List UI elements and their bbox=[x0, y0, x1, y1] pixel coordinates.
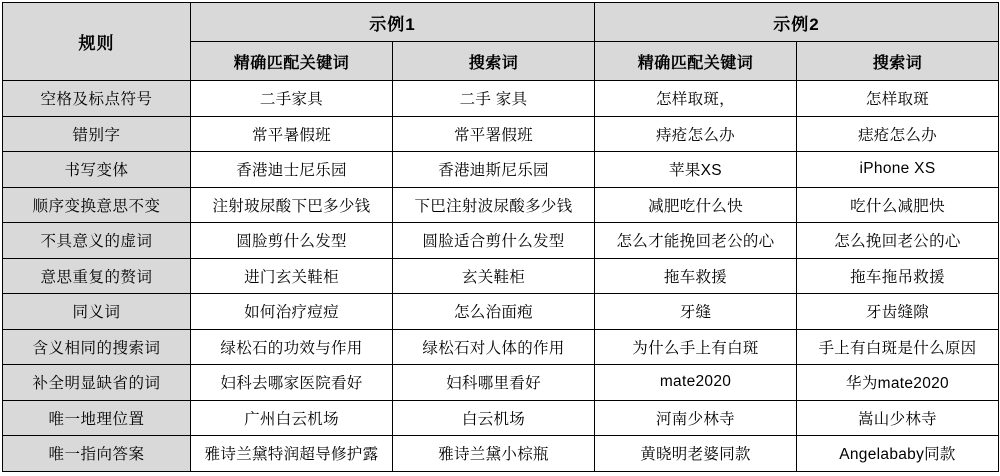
cell-example2-search: 吃什么减肥快 bbox=[797, 187, 999, 223]
cell-example2-exact: 河南少林寺 bbox=[595, 400, 797, 436]
table-row bbox=[3, 81, 999, 117]
rule-label: 唯一地理位置 bbox=[3, 400, 191, 436]
cell-example1-search: 雅诗兰黛小棕瓶 bbox=[393, 436, 595, 472]
cell-example2-exact: 为什么手上有白斑 bbox=[595, 329, 797, 365]
cell-example2-search: 嵩山少林寺 bbox=[797, 400, 999, 436]
header-group-example1: 示例1 bbox=[191, 3, 595, 42]
table-row bbox=[3, 187, 999, 223]
table-body bbox=[3, 81, 999, 472]
cell-example1-exact: 广州白云机场 bbox=[191, 400, 393, 436]
cell-example1-exact: 常平暑假班 bbox=[191, 116, 393, 152]
cell-example2-search: 怎么挽回老公的心 bbox=[797, 223, 999, 259]
rule-label: 补全明显缺省的词 bbox=[3, 365, 191, 401]
cell-example1-exact: 雅诗兰黛特润超导修护露 bbox=[191, 436, 393, 472]
cell-example2-search: 华为mate2020 bbox=[797, 365, 999, 401]
cell-example1-exact: 妇科去哪家医院看好 bbox=[191, 365, 393, 401]
rule-label: 意思重复的赘词 bbox=[3, 258, 191, 294]
cell-example1-exact: 香港迪士尼乐园 bbox=[191, 152, 393, 188]
cell-example1-exact: 进门玄关鞋柜 bbox=[191, 258, 393, 294]
header-example1-exact-keyword: 精确匹配关键词 bbox=[191, 42, 393, 81]
cell-example1-search: 玄关鞋柜 bbox=[393, 258, 595, 294]
cell-example2-search: 拖车拖吊救援 bbox=[797, 258, 999, 294]
cell-example1-exact: 圆脸剪什么发型 bbox=[191, 223, 393, 259]
cell-example2-exact: mate2020 bbox=[595, 365, 797, 401]
rule-label: 同义词 bbox=[3, 294, 191, 330]
cell-example2-exact: 减肥吃什么快 bbox=[595, 187, 797, 223]
cell-example1-search: 香港迪斯尼乐园 bbox=[393, 152, 595, 188]
cell-example2-exact: 苹果XS bbox=[595, 152, 797, 188]
table-row bbox=[3, 436, 999, 472]
cell-example2-search: iPhone XS bbox=[797, 152, 999, 188]
table-row bbox=[3, 223, 999, 259]
cell-example1-exact: 如何治疗痘痘 bbox=[191, 294, 393, 330]
rule-label: 唯一指向答案 bbox=[3, 436, 191, 472]
cell-example2-search: 怎样取斑 bbox=[797, 81, 999, 117]
header-example2-exact-keyword: 精确匹配关键词 bbox=[595, 42, 797, 81]
table-row bbox=[3, 365, 999, 401]
header-row-groups bbox=[3, 3, 999, 42]
table-row bbox=[3, 294, 999, 330]
cell-example2-search: Angelababy同款 bbox=[797, 436, 999, 472]
cell-example2-exact: 痔疮怎么办 bbox=[595, 116, 797, 152]
table-row bbox=[3, 258, 999, 294]
cell-example2-exact: 怎样取斑， bbox=[595, 81, 797, 117]
rule-label: 书写变体 bbox=[3, 152, 191, 188]
cell-example1-exact: 二手家具 bbox=[191, 81, 393, 117]
cell-example1-exact: 注射玻尿酸下巴多少钱 bbox=[191, 187, 393, 223]
rule-label: 不具意义的虚词 bbox=[3, 223, 191, 259]
table-header bbox=[3, 3, 999, 81]
cell-example1-search: 白云机场 bbox=[393, 400, 595, 436]
cell-example1-exact: 绿松石的功效与作用 bbox=[191, 329, 393, 365]
cell-example1-search: 妇科哪里看好 bbox=[393, 365, 595, 401]
cell-example1-search: 下巴注射波尿酸多少钱 bbox=[393, 187, 595, 223]
table-row bbox=[3, 116, 999, 152]
rule-label: 含义相同的搜索词 bbox=[3, 329, 191, 365]
rule-label: 错别字 bbox=[3, 116, 191, 152]
cell-example2-exact: 牙缝 bbox=[595, 294, 797, 330]
cell-example2-search: 牙齿缝隙 bbox=[797, 294, 999, 330]
cell-example2-search: 痣疮怎么办 bbox=[797, 116, 999, 152]
cell-example2-exact: 黄晓明老婆同款 bbox=[595, 436, 797, 472]
table-row bbox=[3, 152, 999, 188]
cell-example2-exact: 怎么才能挽回老公的心 bbox=[595, 223, 797, 259]
rule-label: 空格及标点符号 bbox=[3, 81, 191, 117]
cell-example2-search: 手上有白斑是什么原因 bbox=[797, 329, 999, 365]
header-example1-search-term: 搜索词 bbox=[393, 42, 595, 81]
rules-table bbox=[2, 2, 999, 472]
cell-example1-search: 圆脸适合剪什么发型 bbox=[393, 223, 595, 259]
cell-example1-search: 二手 家具 bbox=[393, 81, 595, 117]
cell-example2-exact: 拖车救援 bbox=[595, 258, 797, 294]
header-group-example2: 示例2 bbox=[595, 3, 999, 42]
header-rule: 规则 bbox=[3, 3, 191, 81]
cell-example1-search: 绿松石对人体的作用 bbox=[393, 329, 595, 365]
header-example2-search-term: 搜索词 bbox=[797, 42, 999, 81]
cell-example1-search: 常平署假班 bbox=[393, 116, 595, 152]
rule-label: 顺序变换意思不变 bbox=[3, 187, 191, 223]
table-row bbox=[3, 329, 999, 365]
table-row bbox=[3, 400, 999, 436]
cell-example1-search: 怎么治面疱 bbox=[393, 294, 595, 330]
